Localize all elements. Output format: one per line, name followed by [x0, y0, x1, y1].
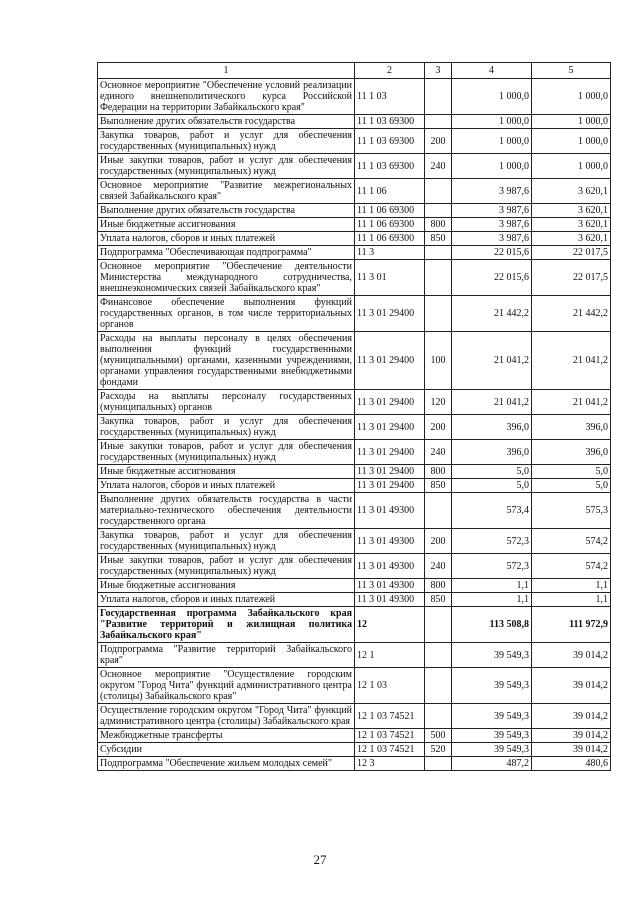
table-cell-c3	[425, 607, 452, 643]
table-cell-c1: Государственная программа Забайкальского края "Развитие территорий и жилищная политика Забайкальского края"	[98, 607, 355, 643]
table-cell-c1: Основное мероприятие "Осуществление городским округом "Город Чита" функций административного центра (столицы) Забайкальского края"	[98, 668, 355, 704]
table-cell-c3	[425, 179, 452, 204]
table-cell-c5: 5,0	[532, 465, 611, 479]
table-row	[98, 79, 611, 115]
table-cell-c4: 572,3	[452, 554, 532, 579]
table-row	[98, 757, 611, 771]
budget-table-page	[97, 62, 610, 771]
table-cell-c4: 1 000,0	[452, 115, 532, 129]
table-cell-c3: 200	[425, 415, 452, 440]
table-cell-c3: 200	[425, 129, 452, 154]
table-cell-c4: 39 549,3	[452, 729, 532, 743]
table-row	[98, 729, 611, 743]
table-cell-c3	[425, 668, 452, 704]
table-cell-c2: 11 3 01 29400	[355, 332, 425, 390]
table-cell-c3	[425, 115, 452, 129]
table-cell-c4: 396,0	[452, 440, 532, 465]
table-cell-c2: 11 1 06 69300	[355, 204, 425, 218]
table-cell-c4: 5,0	[452, 465, 532, 479]
table-cell-c1: Расходы на выплаты персоналу государственных (муниципальных) органов	[98, 390, 355, 415]
table-cell-c5: 39 014,2	[532, 729, 611, 743]
table-cell-c4: 396,0	[452, 415, 532, 440]
table-cell-c4: 487,2	[452, 757, 532, 771]
table-cell-c1: Уплата налогов, сборов и иных платежей	[98, 232, 355, 246]
table-cell-c4: 1 000,0	[452, 129, 532, 154]
table-cell-c1: Выполнение других обязательств государства	[98, 115, 355, 129]
table-cell-c5: 575,3	[532, 493, 611, 529]
table-cell-c4: 573,4	[452, 493, 532, 529]
table-body	[98, 63, 611, 771]
table-cell-c3: 100	[425, 332, 452, 390]
table-cell-c3: 800	[425, 218, 452, 232]
table-cell-c5: 3 620,1	[532, 204, 611, 218]
table-cell-c5: 574,2	[532, 554, 611, 579]
table-cell-c3: 200	[425, 529, 452, 554]
table-row	[98, 579, 611, 593]
table-cell-c5: 1,1	[532, 593, 611, 607]
table-cell-c1: Иные бюджетные ассигнования	[98, 218, 355, 232]
table-row	[98, 743, 611, 757]
table-row	[98, 218, 611, 232]
table-cell-c1: Основное мероприятие "Обеспечение условий реализации единого внешнеполитического курса Российской Федерации на территории Забайкальского края"	[98, 79, 355, 115]
table-cell-c3	[425, 757, 452, 771]
table-cell-c5: 3 620,1	[532, 179, 611, 204]
table-cell-c5: 1,1	[532, 579, 611, 593]
table-cell-c4: 22 015,6	[452, 246, 532, 260]
table-cell-c1: Основное мероприятие "Развитие межрегиональных связей Забайкальского края"	[98, 179, 355, 204]
table-cell-c3	[425, 643, 452, 668]
table-row	[98, 643, 611, 668]
table-cell-c5: 5,0	[532, 479, 611, 493]
column-header: 1	[98, 63, 355, 79]
table-cell-c1: Закупка товаров, работ и услуг для обеспечения государственных (муниципальных) нужд	[98, 529, 355, 554]
table-cell-c3: 240	[425, 554, 452, 579]
table-cell-c4: 1,1	[452, 579, 532, 593]
table-cell-c5: 3 620,1	[532, 218, 611, 232]
table-cell-c2: 12 1 03 74521	[355, 704, 425, 729]
table-row	[98, 390, 611, 415]
table-cell-c4: 39 549,3	[452, 643, 532, 668]
table-cell-c1: Выполнение других обязательств государства	[98, 204, 355, 218]
table-cell-c1: Иные бюджетные ассигнования	[98, 579, 355, 593]
table-cell-c5: 111 972,9	[532, 607, 611, 643]
table-cell-c5: 3 620,1	[532, 232, 611, 246]
table-cell-c5: 39 014,2	[532, 743, 611, 757]
table-cell-c5: 39 014,2	[532, 643, 611, 668]
table-row	[98, 607, 611, 643]
table-row	[98, 493, 611, 529]
table-cell-c4: 39 549,3	[452, 668, 532, 704]
table-cell-c2: 11 1 06 69300	[355, 232, 425, 246]
table-cell-c2: 11 3 01 49300	[355, 554, 425, 579]
table-cell-c4: 39 549,3	[452, 704, 532, 729]
table-cell-c3: 520	[425, 743, 452, 757]
table-row	[98, 668, 611, 704]
table-cell-c2: 11 1 03 69300	[355, 115, 425, 129]
table-cell-c5: 1 000,0	[532, 115, 611, 129]
table-row	[98, 179, 611, 204]
table-cell-c1: Иные закупки товаров, работ и услуг для обеспечения государственных (муниципальных) нужд	[98, 154, 355, 179]
header-row	[98, 63, 611, 79]
table-cell-c2: 11 1 03	[355, 79, 425, 115]
table-row	[98, 154, 611, 179]
table-cell-c1: Иные закупки товаров, работ и услуг для обеспечения государственных (муниципальных) нужд	[98, 554, 355, 579]
table-cell-c5: 22 017,5	[532, 246, 611, 260]
table-row	[98, 204, 611, 218]
table-row	[98, 232, 611, 246]
table-cell-c4: 1 000,0	[452, 154, 532, 179]
table-row	[98, 440, 611, 465]
table-cell-c2: 11 1 03 69300	[355, 154, 425, 179]
table-cell-c2: 12 1	[355, 643, 425, 668]
table-cell-c5: 574,2	[532, 529, 611, 554]
table-cell-c1: Выполнение других обязательств государства в части материально-технического обеспечения деятельности государственного органа	[98, 493, 355, 529]
table-row	[98, 479, 611, 493]
table-cell-c1: Закупка товаров, работ и услуг для обеспечения государственных (муниципальных) нужд	[98, 415, 355, 440]
table-cell-c4: 21 442,2	[452, 296, 532, 332]
table-row	[98, 593, 611, 607]
table-cell-c5: 21 041,2	[532, 332, 611, 390]
table-cell-c3	[425, 260, 452, 296]
table-cell-c2: 12 3	[355, 757, 425, 771]
table-cell-c1: Подпрограмма "Обеспечивающая подпрограмма"	[98, 246, 355, 260]
table-cell-c4: 5,0	[452, 479, 532, 493]
budget-table	[97, 62, 611, 771]
table-cell-c2: 11 3 01 49300	[355, 529, 425, 554]
column-header: 4	[452, 63, 532, 79]
table-cell-c2: 11 3 01 29400	[355, 390, 425, 415]
table-row	[98, 465, 611, 479]
table-cell-c1: Осуществление городским округом "Город Чита" функций административного центра (столицы) Забайкальского края	[98, 704, 355, 729]
table-cell-c3	[425, 204, 452, 218]
table-cell-c5: 396,0	[532, 415, 611, 440]
table-cell-c1: Иные закупки товаров, работ и услуг для обеспечения государственных (муниципальных) нужд	[98, 440, 355, 465]
table-cell-c5: 480,6	[532, 757, 611, 771]
table-cell-c5: 21 041,2	[532, 390, 611, 415]
table-cell-c3: 240	[425, 154, 452, 179]
table-cell-c2: 11 3 01 29400	[355, 465, 425, 479]
table-cell-c2: 12 1 03 74521	[355, 729, 425, 743]
table-cell-c5: 396,0	[532, 440, 611, 465]
table-cell-c4: 39 549,3	[452, 743, 532, 757]
table-cell-c1: Иные бюджетные ассигнования	[98, 465, 355, 479]
table-cell-c4: 1 000,0	[452, 79, 532, 115]
table-cell-c3: 120	[425, 390, 452, 415]
column-header: 5	[532, 63, 611, 79]
table-cell-c2: 11 3 01 29400	[355, 440, 425, 465]
table-cell-c5: 22 017,5	[532, 260, 611, 296]
table-cell-c1: Финансовое обеспечение выполнения функций государственных органов, в том числе территориальных органов	[98, 296, 355, 332]
table-row	[98, 704, 611, 729]
table-row	[98, 415, 611, 440]
table-cell-c1: Закупка товаров, работ и услуг для обеспечения государственных (муниципальных) нужд	[98, 129, 355, 154]
table-cell-c2: 12 1 03	[355, 668, 425, 704]
table-cell-c5: 39 014,2	[532, 704, 611, 729]
table-cell-c5: 1 000,0	[532, 154, 611, 179]
table-cell-c5: 1 000,0	[532, 129, 611, 154]
table-cell-c3	[425, 246, 452, 260]
table-cell-c1: Основное мероприятие "Обеспечение деятельности Министерства международного сотрудничества, внешнеэкономических связей Забайкальского края"	[98, 260, 355, 296]
table-cell-c2: 11 3 01 49300	[355, 579, 425, 593]
table-cell-c2: 12	[355, 607, 425, 643]
column-header: 3	[425, 63, 452, 79]
table-cell-c1: Межбюджетные трансферты	[98, 729, 355, 743]
table-cell-c2: 11 3 01 29400	[355, 479, 425, 493]
table-cell-c4: 3 987,6	[452, 218, 532, 232]
table-cell-c5: 1 000,0	[532, 79, 611, 115]
table-row	[98, 129, 611, 154]
table-cell-c3: 850	[425, 479, 452, 493]
table-cell-c2: 11 3 01	[355, 260, 425, 296]
table-row	[98, 246, 611, 260]
table-cell-c4: 3 987,6	[452, 204, 532, 218]
table-cell-c4: 21 041,2	[452, 332, 532, 390]
table-row	[98, 296, 611, 332]
table-row	[98, 529, 611, 554]
table-cell-c5: 21 442,2	[532, 296, 611, 332]
table-cell-c2: 11 1 03 69300	[355, 129, 425, 154]
table-cell-c2: 11 3 01 29400	[355, 296, 425, 332]
table-cell-c4: 21 041,2	[452, 390, 532, 415]
table-cell-c2: 11 3 01 49300	[355, 493, 425, 529]
table-cell-c4: 113 508,8	[452, 607, 532, 643]
table-cell-c4: 1,1	[452, 593, 532, 607]
table-row	[98, 332, 611, 390]
table-cell-c3: 500	[425, 729, 452, 743]
table-cell-c1: Подпрограмма "Обеспечение жильем молодых семей"	[98, 757, 355, 771]
table-cell-c2: 11 3 01 29400	[355, 415, 425, 440]
table-cell-c3: 800	[425, 465, 452, 479]
table-cell-c2: 11 1 06 69300	[355, 218, 425, 232]
table-cell-c3: 850	[425, 593, 452, 607]
table-cell-c3: 240	[425, 440, 452, 465]
table-cell-c4: 22 015,6	[452, 260, 532, 296]
table-row	[98, 554, 611, 579]
table-cell-c1: Уплата налогов, сборов и иных платежей	[98, 479, 355, 493]
table-cell-c4: 572,3	[452, 529, 532, 554]
table-cell-c3: 800	[425, 579, 452, 593]
table-row	[98, 115, 611, 129]
table-cell-c1: Подпрограмма "Развитие территорий Забайкальского края"	[98, 643, 355, 668]
table-row	[98, 260, 611, 296]
table-cell-c3	[425, 704, 452, 729]
table-cell-c2: 11 1 06	[355, 179, 425, 204]
table-cell-c5: 39 014,2	[532, 668, 611, 704]
table-cell-c3	[425, 296, 452, 332]
page-number: 27	[313, 852, 327, 867]
table-cell-c1: Расходы на выплаты персоналу в целях обеспечения выполнения функций государственными (муниципальными) органами, казенными учреждениями, органами управления государственными внебюджетными фондами	[98, 332, 355, 390]
table-cell-c3	[425, 79, 452, 115]
table-cell-c1: Уплата налогов, сборов и иных платежей	[98, 593, 355, 607]
column-header: 2	[355, 63, 425, 79]
table-cell-c2: 11 3 01 49300	[355, 593, 425, 607]
table-cell-c1: Субсидии	[98, 743, 355, 757]
table-cell-c2: 12 1 03 74521	[355, 743, 425, 757]
table-cell-c4: 3 987,6	[452, 232, 532, 246]
table-cell-c4: 3 987,6	[452, 179, 532, 204]
table-cell-c2: 11 3	[355, 246, 425, 260]
table-cell-c3	[425, 493, 452, 529]
table-cell-c3: 850	[425, 232, 452, 246]
